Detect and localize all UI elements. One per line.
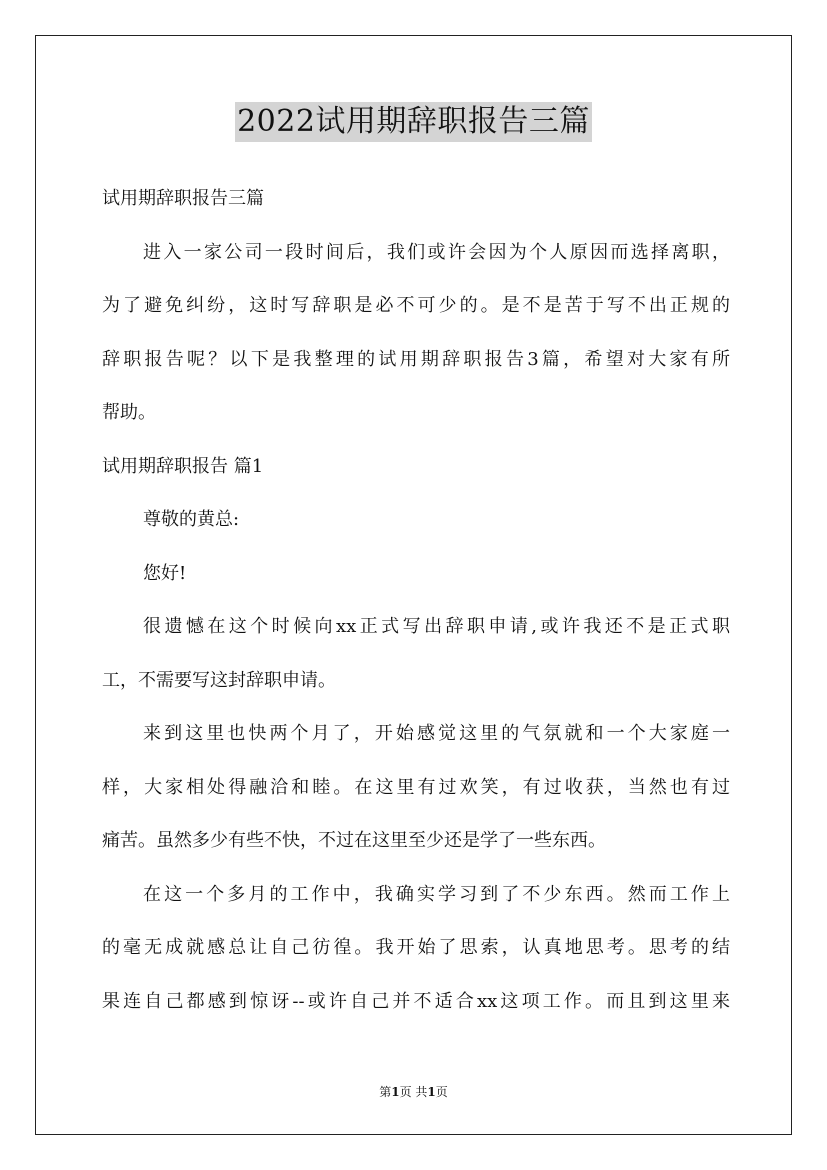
text-line: 进入一家公司一段时间后，我们或许会因为个人原因而选择离职，: [143, 241, 730, 263]
text-line: 帮助。: [102, 402, 156, 423]
text-line: 工，不需要写这封辞职申请。: [102, 669, 336, 691]
footer-page-mid: 页 共: [399, 1085, 428, 1099]
document-title: 2022试用期辞职报告三篇: [235, 102, 592, 142]
footer-page-total: 1: [427, 1085, 436, 1099]
page-footer: [0, 1084, 827, 1100]
footer-page-suffix: 页: [435, 1085, 448, 1099]
text-line: 来到这里也快两个月了，开始感觉这里的气氛就和一个大家庭一: [143, 723, 730, 744]
text-line: 果连自己都感到惊讶--或许自己并不适合xx这项工作。而且到这里来: [102, 990, 730, 1012]
footer-page-current: 1: [391, 1085, 400, 1099]
text-line: 尊敬的黄总:: [143, 509, 240, 530]
text-line: 试用期辞职报告 篇1: [102, 455, 264, 477]
text-line: 为了避免纠纷，这时写辞职是必不可少的。是不是苦于写不出正规的: [102, 295, 730, 316]
document-body: [102, 172, 730, 1028]
text-line: 试用期辞职报告三篇: [102, 188, 264, 209]
footer-page-prefix: 第: [379, 1085, 392, 1099]
text-line: 痛苦。虽然多少有些不快，不过在这里至少还是学了一些东西。: [102, 830, 606, 851]
title-container: [0, 102, 827, 142]
text-line: 很遗憾在这个时候向xx正式写出辞职申请,或许我还不是正式职: [143, 616, 730, 637]
text-line: 您好!: [143, 562, 187, 584]
text-line: 辞职报告呢？以下是我整理的试用期辞职报告3篇，希望对大家有所: [102, 348, 730, 370]
text-line: 样，大家相处得融洽和睦。在这里有过欢笑，有过收获，当然也有过: [102, 776, 730, 798]
text-line: 的毫无成就感总让自己彷徨。我开始了思索，认真地思考。思考的结: [102, 937, 730, 958]
text-line: 在这一个多月的工作中，我确实学习到了不少东西。然而工作上: [143, 883, 730, 905]
